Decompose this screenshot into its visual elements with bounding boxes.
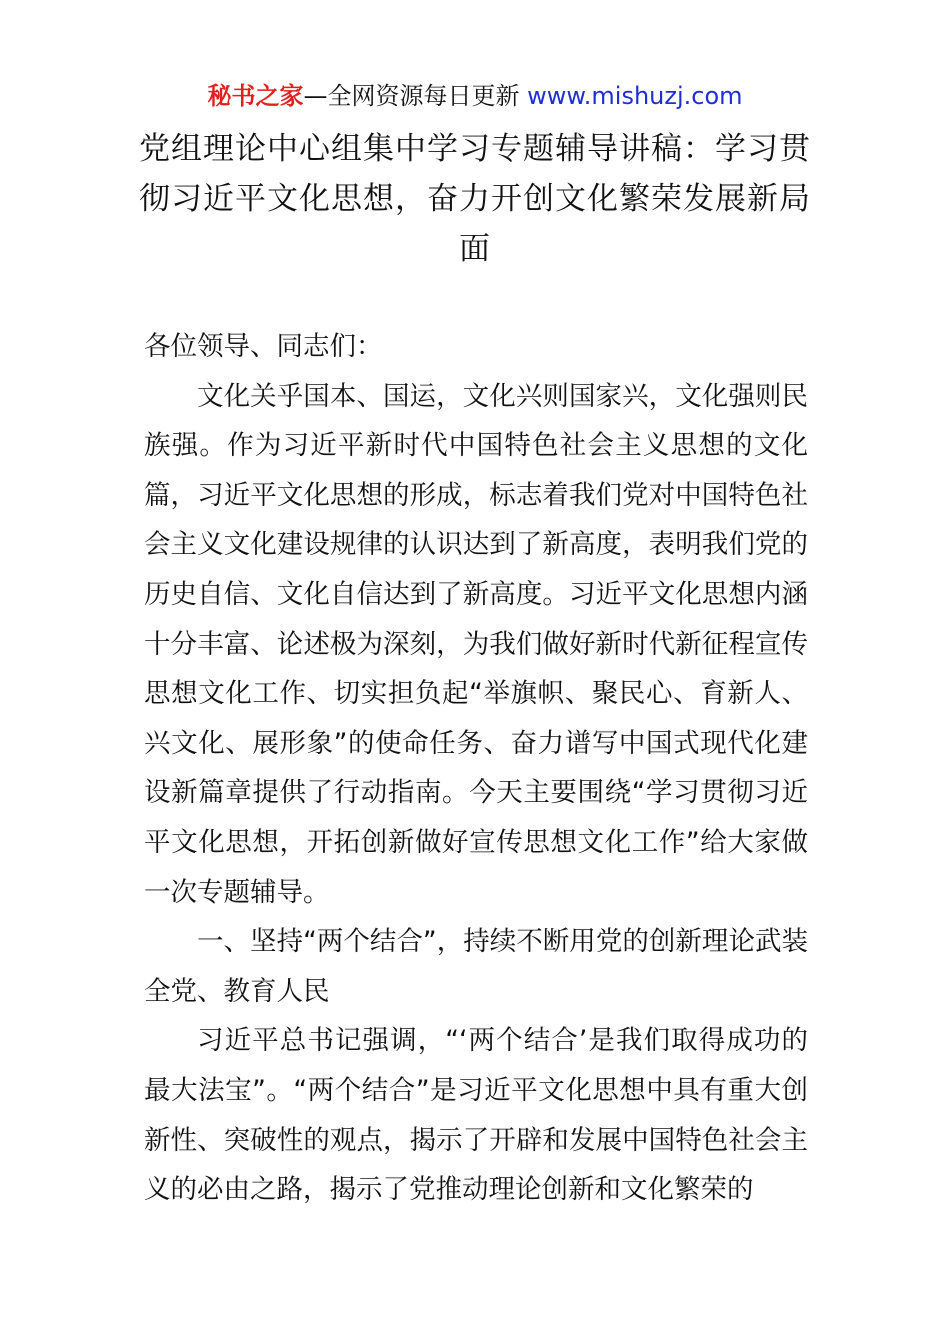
header-tagline: —全网资源每日更新 [303,82,520,110]
paragraph-intro: 文化关乎国本、国运，文化兴则国家兴，文化强则民族强。作为习近平新时代中国特色社会主义思想的文化篇，习近平文化思想的形成，标志着我们党对中国特色社会主义文化建设规律的认识达到了新高度，表明我们党的历史自信、文化自信达到了新高度。习近平文化思想内涵十分丰富、论述极为深刻，为我们做好新时代新征程宣传思想文化工作、切实担负起“举旗帜、聚民心、育新人、兴文化、展形象”的使命任务、奋力谱写中国式现代化建设新篇章提供了行动指南。今天主要围绕“学习贯彻习近平文化思想，开拓创新做好宣传思想文化工作”给大家做一次专题辅导。 [144,380,808,908]
brand-name: 秘书之家 [207,82,304,110]
greeting: 各位领导、同志们： [144,331,383,362]
site-url-link[interactable]: www.mishuzj.com [527,82,743,110]
document-title: 党组理论中心组集中学习专题辅导讲稿：学习贯彻习近平文化思想，奋力开创文化繁荣发展新局面 [139,131,811,267]
section-heading-1: 一、坚持“两个结合”，持续不断用党的创新理论武装全党、教育人民 [144,926,808,1007]
paragraph-section-1: 习近平总书记强调，“‘两个结合’是我们取得成功的最大法宝”。“两个结合”是习近平文化思想中具有重大创新性、突破性的观点，揭示了开辟和发展中国特色社会主义的必由之路，揭示了党推动理论创新和文化繁荣的 [144,1025,808,1206]
document-body [144,322,808,1215]
site-header [0,80,950,112]
